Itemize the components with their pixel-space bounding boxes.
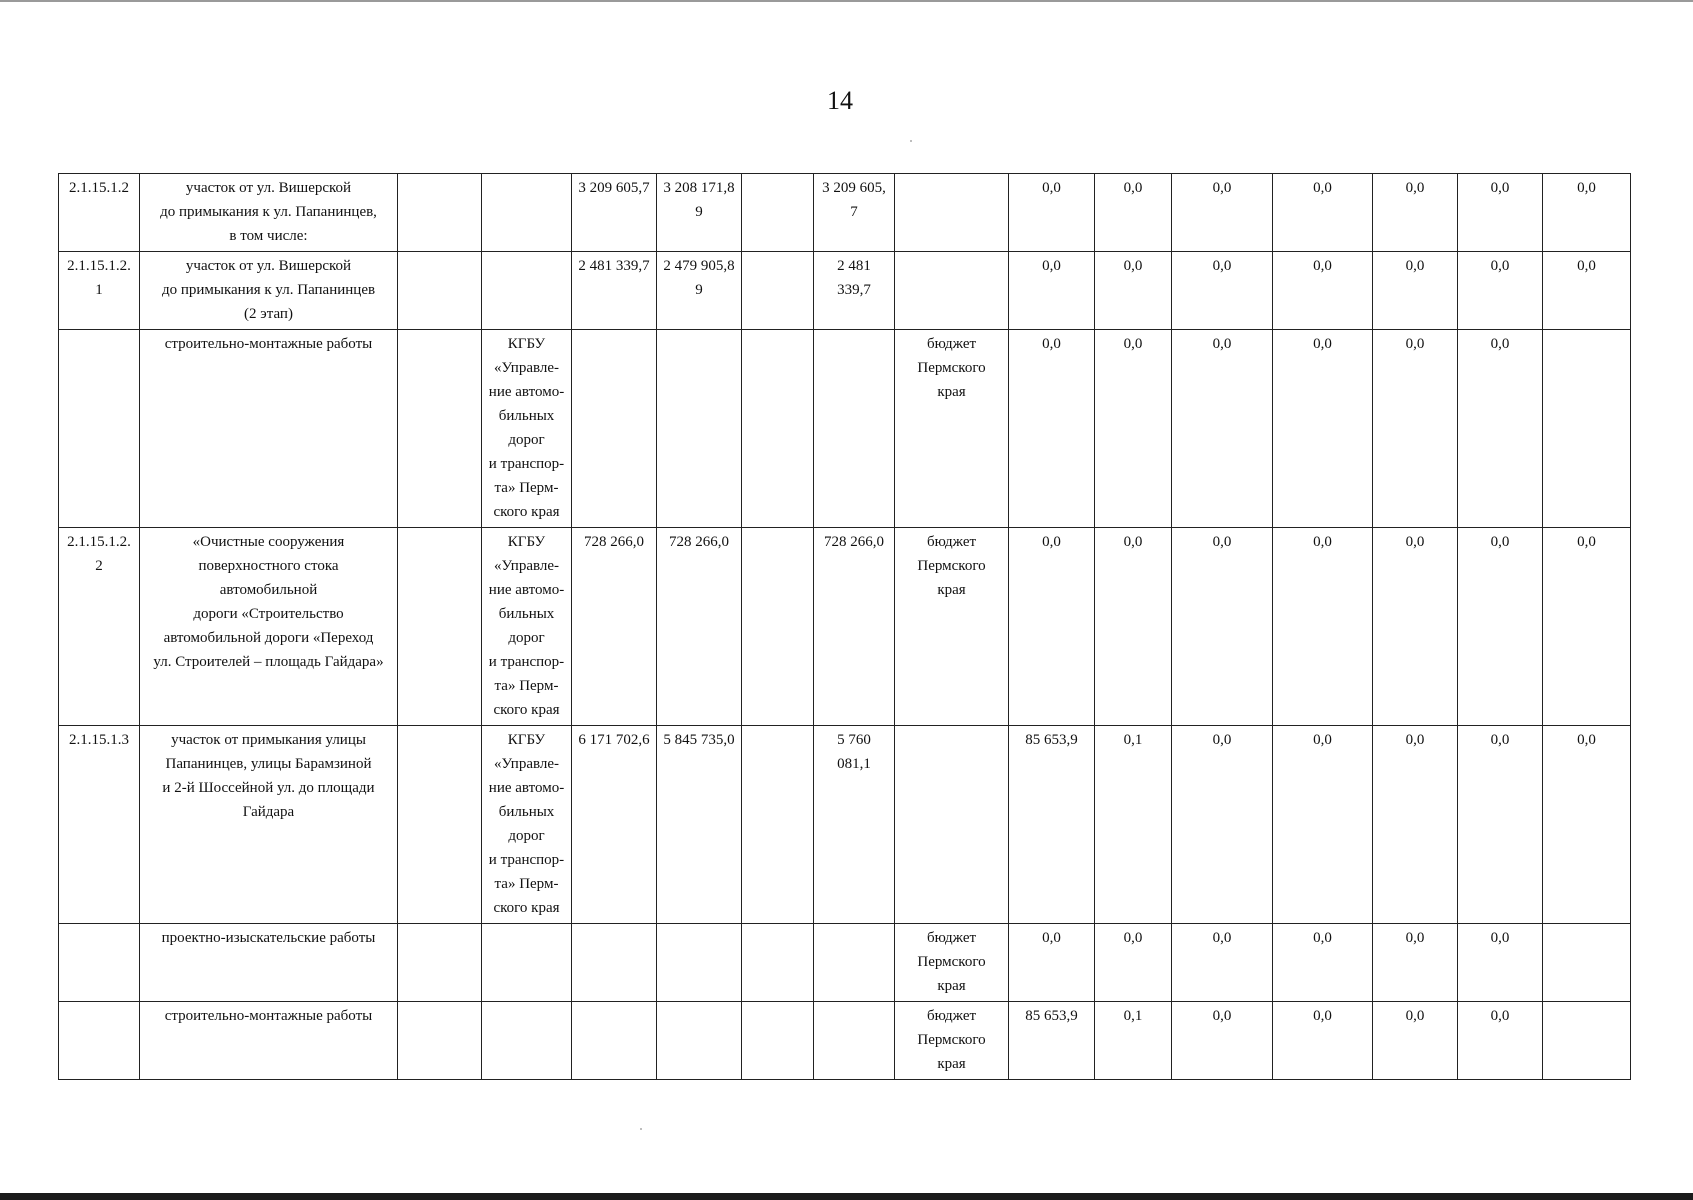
row-value-1: 0,0 (1009, 252, 1095, 330)
row-value-4: 0,0 (1273, 726, 1373, 924)
row-amount-1 (572, 924, 657, 1002)
row-source: бюджет Пермского края (895, 330, 1009, 528)
row-value-2: 0,0 (1095, 924, 1172, 1002)
row-value-5: 0,0 (1373, 174, 1458, 252)
row-value-7 (1543, 1002, 1631, 1080)
row-value-6: 0,0 (1458, 528, 1543, 726)
row-executor (482, 1002, 572, 1080)
row-value-6: 0,0 (1458, 1002, 1543, 1080)
row-value-1: 85 653,9 (1009, 1002, 1095, 1080)
row-name: участок от ул. Вишерской до примыкания к ул. Папанинцев (2 этап) (140, 252, 398, 330)
row-value-3: 0,0 (1172, 174, 1273, 252)
row-code: 2.1.15.1.2 (59, 174, 140, 252)
row-name: участок от ул. Вишерской до примыкания к ул. Папанинцев, в том числе: (140, 174, 398, 252)
row-value-6: 0,0 (1458, 174, 1543, 252)
row-amount-2 (657, 924, 742, 1002)
row-amount-4 (814, 330, 895, 528)
row-code (59, 1002, 140, 1080)
scan-edge-top (0, 0, 1693, 2)
row-name: проектно-изыскательские работы (140, 924, 398, 1002)
row-value-3: 0,0 (1172, 1002, 1273, 1080)
row-amount-4 (814, 1002, 895, 1080)
row-amount-1: 2 481 339,7 (572, 252, 657, 330)
row-value-4: 0,0 (1273, 924, 1373, 1002)
row-amount-4: 2 481 339,7 (814, 252, 895, 330)
row-amount-3 (742, 528, 814, 726)
row-value-7: 0,0 (1543, 528, 1631, 726)
row-col3 (398, 1002, 482, 1080)
row-amount-3 (742, 1002, 814, 1080)
row-value-3: 0,0 (1172, 726, 1273, 924)
row-amount-2: 3 208 171,8 9 (657, 174, 742, 252)
row-value-1: 0,0 (1009, 330, 1095, 528)
row-col3 (398, 252, 482, 330)
scan-speck (910, 140, 912, 142)
scan-speck (640, 1128, 642, 1130)
row-source (895, 174, 1009, 252)
table-row (59, 924, 1631, 1002)
row-executor (482, 252, 572, 330)
row-code (59, 330, 140, 528)
row-amount-2: 5 845 735,0 (657, 726, 742, 924)
table-row (59, 174, 1631, 252)
row-amount-3 (742, 330, 814, 528)
row-code: 2.1.15.1.2. 2 (59, 528, 140, 726)
row-value-6: 0,0 (1458, 924, 1543, 1002)
row-value-6: 0,0 (1458, 330, 1543, 528)
row-name: участок от примыкания улицы Папанинцев, улицы Барамзиной и 2-й Шоссейной ул. до площади Гайдара (140, 726, 398, 924)
row-amount-1 (572, 1002, 657, 1080)
row-amount-4: 5 760 081,1 (814, 726, 895, 924)
row-source: бюджет Пермского края (895, 1002, 1009, 1080)
row-amount-3 (742, 252, 814, 330)
row-amount-1 (572, 330, 657, 528)
row-executor: КГБУ «Управле- ние автомо- бильных дорог и транспор- та» Перм- ского края (482, 528, 572, 726)
row-amount-1: 3 209 605,7 (572, 174, 657, 252)
row-value-1: 85 653,9 (1009, 726, 1095, 924)
row-value-4: 0,0 (1273, 330, 1373, 528)
table-row (59, 1002, 1631, 1080)
row-value-4: 0,0 (1273, 528, 1373, 726)
row-source (895, 726, 1009, 924)
row-amount-1: 6 171 702,6 (572, 726, 657, 924)
row-value-5: 0,0 (1373, 1002, 1458, 1080)
row-amount-4 (814, 924, 895, 1002)
row-col3 (398, 924, 482, 1002)
row-value-2: 0,1 (1095, 726, 1172, 924)
row-amount-2 (657, 330, 742, 528)
row-code: 2.1.15.1.2. 1 (59, 252, 140, 330)
row-value-2: 0,0 (1095, 528, 1172, 726)
row-value-3: 0,0 (1172, 330, 1273, 528)
row-value-3: 0,0 (1172, 528, 1273, 726)
row-amount-4: 3 209 605, 7 (814, 174, 895, 252)
row-amount-3 (742, 726, 814, 924)
row-col3 (398, 726, 482, 924)
row-amount-1: 728 266,0 (572, 528, 657, 726)
row-source (895, 252, 1009, 330)
row-amount-3 (742, 174, 814, 252)
row-source: бюджет Пермского края (895, 528, 1009, 726)
row-name: строительно-монтажные работы (140, 330, 398, 528)
row-value-1: 0,0 (1009, 174, 1095, 252)
row-value-5: 0,0 (1373, 330, 1458, 528)
row-value-7: 0,0 (1543, 252, 1631, 330)
row-value-5: 0,0 (1373, 924, 1458, 1002)
budget-table (58, 173, 1631, 1080)
row-value-7: 0,0 (1543, 726, 1631, 924)
row-value-5: 0,0 (1373, 252, 1458, 330)
row-code (59, 924, 140, 1002)
row-amount-2 (657, 1002, 742, 1080)
row-value-1: 0,0 (1009, 924, 1095, 1002)
table-row (59, 528, 1631, 726)
row-value-3: 0,0 (1172, 924, 1273, 1002)
row-value-4: 0,0 (1273, 252, 1373, 330)
row-value-2: 0,0 (1095, 252, 1172, 330)
row-value-1: 0,0 (1009, 528, 1095, 726)
row-amount-2: 728 266,0 (657, 528, 742, 726)
row-value-4: 0,0 (1273, 1002, 1373, 1080)
row-value-5: 0,0 (1373, 528, 1458, 726)
row-source: бюджет Пермского края (895, 924, 1009, 1002)
row-value-5: 0,0 (1373, 726, 1458, 924)
row-value-2: 0,1 (1095, 1002, 1172, 1080)
row-executor: КГБУ «Управле- ние автомо- бильных дорог и транспор- та» Перм- ского края (482, 330, 572, 528)
row-executor (482, 924, 572, 1002)
row-code: 2.1.15.1.3 (59, 726, 140, 924)
table-row (59, 330, 1631, 528)
row-col3 (398, 174, 482, 252)
row-value-2: 0,0 (1095, 330, 1172, 528)
row-value-7: 0,0 (1543, 174, 1631, 252)
row-col3 (398, 330, 482, 528)
row-name: строительно-монтажные работы (140, 1002, 398, 1080)
row-col3 (398, 528, 482, 726)
row-executor (482, 174, 572, 252)
row-amount-3 (742, 924, 814, 1002)
table-row (59, 252, 1631, 330)
scan-edge-bottom (0, 1193, 1693, 1200)
row-value-3: 0,0 (1172, 252, 1273, 330)
row-value-6: 0,0 (1458, 726, 1543, 924)
row-value-6: 0,0 (1458, 252, 1543, 330)
row-name: «Очистные сооружения поверхностного стока автомобильной дороги «Строительство автомобильной дороги «Переход ул. Строителей – площадь Гайдара» (140, 528, 398, 726)
row-value-7 (1543, 330, 1631, 528)
page-number: 14 (827, 86, 853, 115)
row-amount-4: 728 266,0 (814, 528, 895, 726)
table-row (59, 726, 1631, 924)
row-amount-2: 2 479 905,8 9 (657, 252, 742, 330)
row-value-2: 0,0 (1095, 174, 1172, 252)
row-value-7 (1543, 924, 1631, 1002)
row-executor: КГБУ «Управле- ние автомо- бильных дорог и транспор- та» Перм- ского края (482, 726, 572, 924)
row-value-4: 0,0 (1273, 174, 1373, 252)
